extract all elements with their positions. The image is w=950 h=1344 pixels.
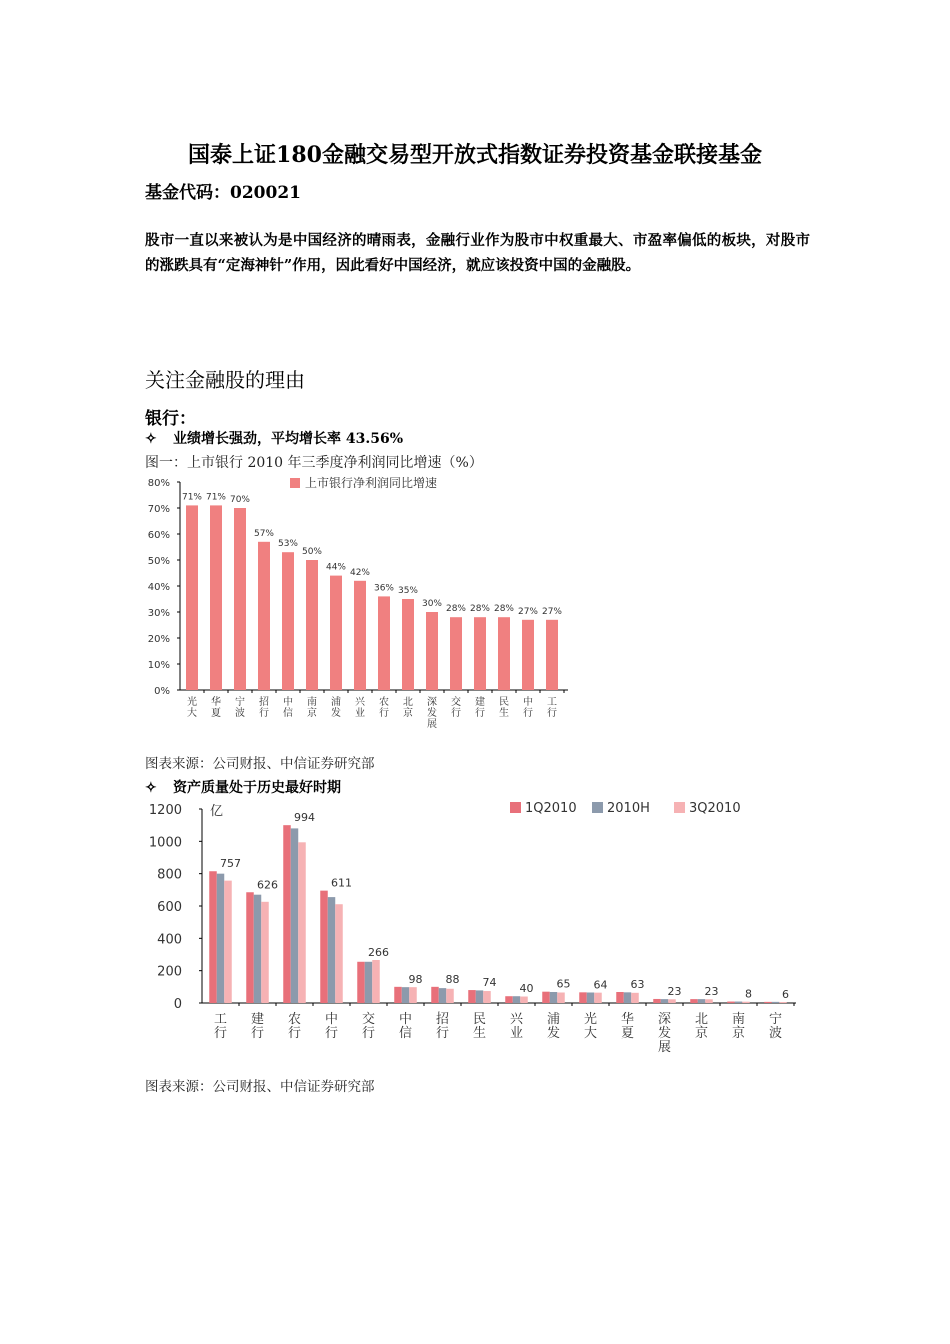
bar-value-label: 53% [277, 539, 299, 550]
legend-swatch [592, 802, 603, 813]
bar-宁波-2010H [772, 1002, 780, 1003]
bar-中信-1Q2010 [394, 987, 402, 1003]
y-tick-label: 60% [147, 530, 170, 541]
bar-value-label: 42% [349, 567, 371, 578]
bar-value-label: 64 [593, 978, 608, 992]
legend-label: 上市银行净利润同比增速 [305, 476, 438, 490]
x-tick-label: 浦发 [546, 1012, 561, 1041]
bar-招行-1Q2010 [431, 987, 439, 1003]
x-tick-label: 华夏 [211, 697, 221, 719]
bullet-asset-quality [145, 777, 341, 797]
x-tick-label: 宁波 [768, 1012, 783, 1041]
bar-value-label: 23 [704, 985, 719, 999]
bar-value-label: 994 [294, 811, 315, 825]
bar-南京 [306, 560, 318, 690]
bar-北京-1Q2010 [690, 999, 698, 1003]
bar-value-label: 50% [301, 547, 323, 557]
bar-value-label: 28% [445, 604, 467, 615]
document-title: 国泰上证180金融交易型开放式指数证券投资基金联接基金 [188, 142, 762, 168]
x-tick-label: 兴业 [355, 697, 365, 719]
unit-label: 亿 [210, 804, 224, 819]
bar-南京-3Q2010 [742, 1002, 750, 1003]
bar-value-label: 27% [517, 606, 539, 617]
figure2-source: 图表来源：公司财报、中信证券研究部 [145, 1079, 375, 1095]
bar-浦发-1Q2010 [542, 992, 550, 1003]
bar-value-label: 71% [181, 492, 203, 503]
legend-swatch [674, 802, 685, 813]
bar-兴业 [354, 581, 366, 690]
bar-兴业-2010H [513, 996, 521, 1003]
y-tick-label: 30% [147, 608, 170, 619]
x-tick-label: 南京 [731, 1012, 746, 1041]
x-tick-label: 深发展 [427, 697, 437, 730]
bar-农行 [378, 596, 390, 690]
bar-民生-2010H [476, 990, 484, 1003]
bar-value-label: 626 [257, 878, 278, 892]
bar-兴业-1Q2010 [505, 996, 513, 1003]
bar-value-label: 30% [421, 599, 443, 609]
bar-中信-2010H [402, 987, 410, 1003]
bar-value-label: 8 [745, 987, 752, 1001]
legend-swatch [510, 802, 521, 813]
y-tick-label: 10% [147, 660, 170, 671]
y-tick-label: 1000 [148, 835, 182, 851]
bar-中行-3Q2010 [335, 904, 343, 1003]
bar-value-label: 98 [408, 972, 423, 986]
x-tick-label: 交行 [361, 1012, 376, 1041]
x-tick-label: 浦发 [331, 697, 341, 719]
sub-heading-bank: 银行： [145, 409, 196, 429]
bar-兴业-3Q2010 [520, 997, 528, 1003]
bar-光大-1Q2010 [579, 992, 587, 1003]
x-tick-label: 农行 [379, 697, 389, 719]
bar-南京-1Q2010 [727, 1002, 735, 1003]
y-tick-label: 400 [157, 932, 182, 948]
bar-农行-2010H [291, 828, 299, 1003]
bar-工行 [546, 620, 558, 690]
x-tick-label: 民生 [472, 1012, 487, 1041]
bar-中行-2010H [328, 897, 336, 1003]
x-tick-label: 工行 [547, 697, 557, 719]
bullet-growth-text: 业绩增长强劲，平均增长率 43.56% [173, 431, 404, 447]
chart2-asset-quality [140, 795, 800, 1070]
bar-value-label: 28% [469, 604, 491, 615]
bar-宁波-1Q2010 [764, 1002, 772, 1003]
bar-value-label: 63 [630, 978, 645, 992]
bar-value-label: 28% [493, 604, 515, 615]
bar-华夏 [210, 505, 222, 690]
bar-民生-1Q2010 [468, 990, 476, 1003]
bar-value-label: 44% [325, 562, 347, 573]
bar-工行-3Q2010 [224, 881, 232, 1003]
bar-建行 [474, 617, 486, 690]
bar-北京 [402, 599, 414, 690]
bar-农行-3Q2010 [298, 842, 306, 1003]
bar-交行 [450, 617, 462, 690]
bar-招行-2010H [439, 988, 447, 1003]
bar-交行-1Q2010 [357, 962, 365, 1003]
figure1-source: 图表来源：公司财报、中信证券研究部 [145, 756, 375, 772]
y-tick-label: 800 [157, 867, 182, 883]
figure1-caption: 图一：上市银行 2010 年三季度净利润同比增速（%） [145, 455, 483, 471]
bar-华夏-2010H [624, 992, 632, 1003]
x-tick-label: 宁波 [235, 697, 245, 719]
bar-浦发-2010H [550, 992, 558, 1003]
bar-中行 [522, 620, 534, 690]
diamond-icon: ✧ [145, 431, 157, 447]
bar-工行-1Q2010 [209, 871, 217, 1003]
bar-招行-3Q2010 [446, 989, 454, 1003]
x-tick-label: 农行 [287, 1012, 302, 1041]
bar-光大-3Q2010 [594, 993, 602, 1003]
x-tick-label: 兴业 [509, 1012, 524, 1041]
bar-北京-2010H [698, 999, 706, 1003]
x-tick-label: 交行 [451, 697, 461, 719]
chart1-profit-growth [140, 470, 580, 740]
bar-交行-3Q2010 [372, 960, 380, 1003]
diamond-icon: ✧ [145, 780, 157, 796]
bar-中信 [282, 552, 294, 690]
y-tick-label: 200 [157, 964, 182, 980]
x-tick-label: 光大 [187, 697, 197, 719]
x-tick-label: 民生 [499, 697, 509, 719]
bar-value-label: 27% [541, 606, 563, 617]
bar-光大 [186, 505, 198, 690]
bar-光大-2010H [587, 992, 595, 1003]
legend-label: 3Q2010 [689, 801, 741, 816]
bar-华夏-1Q2010 [616, 992, 624, 1003]
bar-深发展-2010H [661, 999, 669, 1003]
bar-华夏-3Q2010 [631, 993, 639, 1003]
y-tick-label: 1200 [148, 803, 182, 818]
bar-交行-2010H [365, 962, 373, 1003]
legend-label: 1Q2010 [525, 801, 577, 816]
x-tick-label: 工行 [213, 1012, 228, 1041]
y-tick-label: 0 [173, 997, 182, 1012]
y-tick-label: 40% [147, 582, 170, 593]
bar-农行-1Q2010 [283, 825, 291, 1003]
bar-浦发 [330, 576, 342, 690]
x-tick-label: 中行 [523, 697, 533, 719]
bar-value-label: 57% [253, 528, 275, 539]
bar-深发展-3Q2010 [668, 999, 676, 1003]
x-tick-label: 北京 [403, 697, 413, 719]
bar-民生-3Q2010 [483, 991, 491, 1003]
fund-code: 基金代码：020021 [145, 183, 301, 203]
x-tick-label: 建行 [250, 1012, 265, 1041]
bullet-growth [145, 428, 403, 448]
bar-南京-2010H [735, 1002, 743, 1003]
y-tick-label: 600 [157, 900, 182, 915]
x-tick-label: 北京 [694, 1012, 709, 1041]
legend-swatch [290, 478, 300, 488]
legend-label: 2010H [607, 801, 650, 816]
bar-value-label: 36% [373, 583, 395, 594]
bar-建行-1Q2010 [246, 892, 254, 1003]
bar-中信-3Q2010 [409, 987, 417, 1003]
intro-paragraph: 股市一直以来被认为是中国经济的晴雨表，金融行业作为股市中权重最大、市盈率偏低的板块，对股市的涨跌具有“定海神针”作用，因此看好中国经济，就应该投资中国的金融股。 [145, 232, 810, 274]
y-tick-label: 20% [147, 634, 170, 645]
section-title: 关注金融股的理由 [145, 368, 305, 392]
bar-value-label: 35% [397, 586, 419, 596]
x-tick-label: 招行 [259, 697, 269, 719]
bar-建行-3Q2010 [261, 902, 269, 1003]
bar-value-label: 23 [667, 984, 682, 998]
x-tick-label: 招行 [435, 1012, 450, 1041]
bar-建行-2010H [254, 895, 262, 1003]
bar-value-label: 266 [368, 945, 389, 959]
bar-value-label: 70% [229, 495, 251, 505]
bar-value-label: 611 [331, 876, 352, 890]
bullet-asset-quality-text: 资产质量处于历史最好时期 [173, 780, 341, 796]
bar-宁波 [234, 508, 246, 690]
bar-工行-2010H [217, 874, 225, 1003]
x-tick-label: 光大 [583, 1012, 598, 1041]
x-tick-label: 南京 [307, 697, 317, 719]
bar-深发展-1Q2010 [653, 999, 661, 1003]
bar-宁波-3Q2010 [779, 1002, 787, 1003]
bar-value-label: 71% [205, 492, 227, 503]
x-tick-label: 深发展 [657, 1012, 672, 1055]
x-tick-label: 中信 [398, 1012, 413, 1041]
bar-value-label: 88 [445, 972, 460, 986]
bar-民生 [498, 617, 510, 690]
y-tick-label: 70% [147, 504, 170, 515]
bar-value-label: 757 [220, 857, 241, 871]
bar-中行-1Q2010 [320, 891, 328, 1003]
bar-深发展 [426, 612, 438, 690]
bar-value-label: 6 [782, 987, 789, 1001]
bar-value-label: 65 [556, 977, 571, 991]
bar-value-label: 40 [519, 982, 534, 996]
y-tick-label: 50% [147, 556, 170, 567]
x-tick-label: 华夏 [620, 1012, 635, 1041]
bar-北京-3Q2010 [705, 999, 713, 1003]
x-tick-label: 中信 [283, 697, 293, 719]
x-tick-label: 建行 [475, 697, 485, 719]
y-tick-label: 80% [147, 478, 170, 489]
bar-value-label: 74 [482, 976, 497, 990]
bar-招行 [258, 542, 270, 690]
bar-浦发-3Q2010 [557, 992, 565, 1003]
x-tick-label: 中行 [324, 1012, 339, 1041]
y-tick-label: 0% [154, 686, 170, 697]
